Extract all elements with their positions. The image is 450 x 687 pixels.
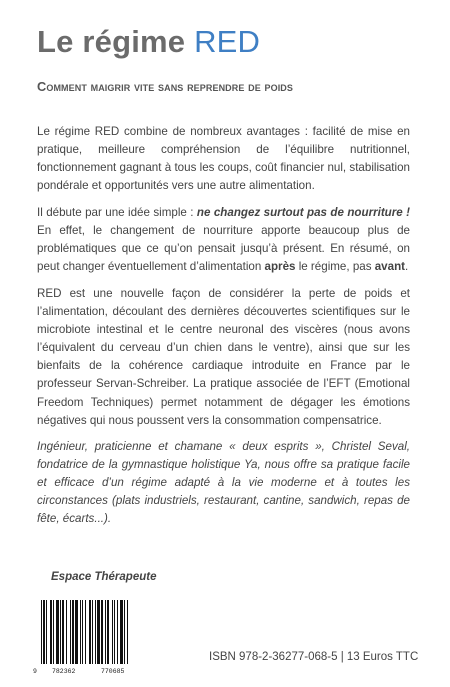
- barcode-bar: [82, 600, 83, 664]
- barcode-bar: [112, 600, 113, 664]
- barcode-bar: [56, 600, 59, 664]
- publisher-name: Espace Thérapeute: [51, 571, 157, 583]
- barcode-bar: [46, 600, 47, 664]
- barcode-bar: [41, 600, 42, 664]
- p2-mid: En effet, le changement de nourriture apporte beaucoup plus de problématiques que ce qu’on pensait jusqu’à présent. En résumé, on peut changer éventuellement d’alimentation: [37, 224, 410, 274]
- barcode-bar: [72, 600, 74, 664]
- barcode-bar: [127, 600, 128, 664]
- barcode-bar: [80, 600, 81, 664]
- barcode-bars: [41, 600, 149, 664]
- barcode-digits-right: 770685: [101, 668, 125, 675]
- barcode-bar: [43, 600, 45, 664]
- barcode-bar: [70, 600, 71, 664]
- p2-mid2: le régime, pas: [295, 260, 375, 274]
- barcode-bar: [62, 600, 64, 664]
- p2-bold-avant: avant: [374, 260, 406, 274]
- barcode-bar: [95, 600, 96, 664]
- title-accent: RED: [194, 24, 261, 59]
- book-title: [37, 22, 260, 62]
- barcode: [33, 598, 153, 678]
- barcode-bar: [124, 600, 125, 664]
- subtitle: Comment maigrir vite sans reprendre de poids: [37, 79, 293, 94]
- p2-emphasis: ne changez surtout pas de nourriture !: [196, 206, 410, 219]
- barcode-bar: [107, 600, 109, 664]
- p2-end: .: [405, 260, 409, 274]
- p2-pre: Il débute par une idée simple :: [37, 206, 197, 219]
- p2-bold-apres: après: [264, 260, 296, 274]
- barcode-bar: [97, 600, 100, 664]
- barcode-bar: [105, 600, 106, 664]
- barcode-bar: [50, 600, 52, 664]
- barcode-bar: [89, 600, 91, 664]
- barcode-bar: [60, 600, 61, 664]
- barcode-bar: [120, 600, 123, 664]
- barcode-bar: [101, 600, 103, 664]
- title-main: Le régime: [37, 24, 186, 59]
- barcode-bar: [114, 600, 115, 664]
- barcode-bar: [75, 600, 78, 664]
- paragraph-author: Ingénieur, praticienne et chamane « deux esprits », Christel Seval, fondatrice de la gymnastique holistique Ya, nous offre sa pratique facile et efficace d’un régime adapté à la vie moderne et à toutes les circonstances (plats industriels, restaurant, cantine, sandwich, repas de fête, écarts...).: [37, 440, 410, 526]
- isbn-price: ISBN 978-2-36277-068-5 | 13 Euros TTC: [209, 651, 419, 663]
- barcode-bar: [85, 600, 86, 664]
- paragraph-science: RED est une nouvelle façon de considérer la perte de poids et l’alimentation, découlant des dernières découvertes scientifiques sur le microbiote intestinal et le centre neuronal des viscères (nous avons l’équivalent du cerveau d’un chien dans le ventre), ainsi que sur les bienfaits de la cohérence cardiaque introduite en France par le professeur Servan-Schreiber. La pratique associée de l’EFT (Emotional Freedom Techniques) permet notamment de dégager les émotions négatives qui nous poussent vers la consommation compensatrice.: [37, 287, 410, 427]
- barcode-digits-left: 782362: [52, 668, 76, 675]
- barcode-digit-prefix: 9: [33, 668, 37, 675]
- barcode-bar: [66, 600, 67, 664]
- paragraph-idea: [37, 204, 410, 276]
- barcode-bar: [92, 600, 93, 664]
- barcode-bar: [53, 600, 54, 664]
- paragraph-intro: Le régime RED combine de nombreux avantages : facilité de mise en pratique, meilleure compréhension de l’équilibre nutritionnel, fonctionnement gagnant à tous les coups, coût financier nul, stabilisation pondérale et opportunités vers une autre alimentation.: [37, 125, 410, 193]
- barcode-bar: [117, 600, 118, 664]
